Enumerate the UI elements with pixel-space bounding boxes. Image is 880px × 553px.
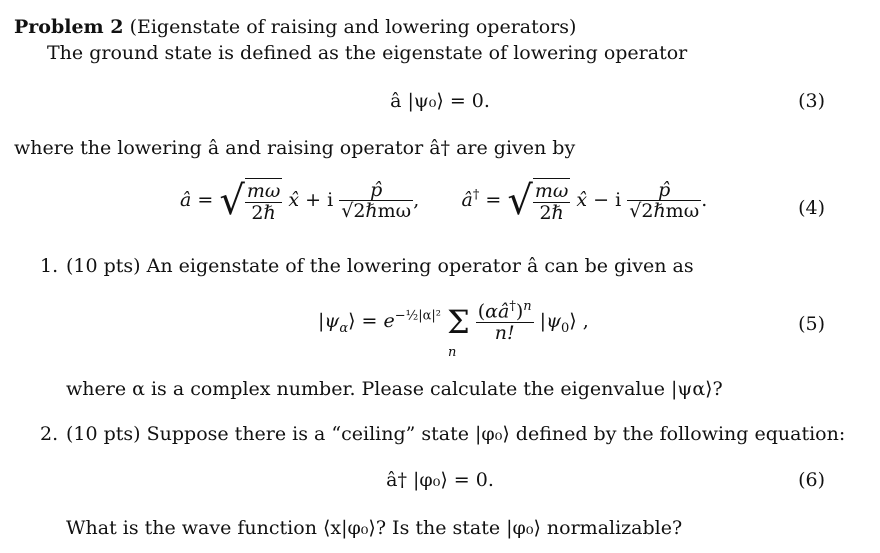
item-1-followup: where α is a complex number. Please calculate the eigenvalue |ψα⟩? (66, 378, 723, 400)
intro-text: The ground state is defined as the eigenstate of lowering operator (47, 42, 688, 64)
item-2-text: (10 pts) Suppose there is a “ceiling” state |φ₀⟩ defined by the following equation: (66, 423, 846, 445)
equation-5-number: (5) (798, 313, 825, 335)
problem-heading-line (14, 16, 576, 38)
sum-index: n (448, 345, 457, 360)
equation-3: â |ψ₀⟩ = 0. (390, 90, 490, 112)
item-2-number: 2. (40, 423, 59, 445)
item-1-text: (10 pts) An eigenstate of the lowering operator â can be given as (66, 255, 694, 277)
item-1-number: 1. (40, 255, 59, 277)
equation-6-number: (6) (798, 469, 825, 491)
equation-6: â† |φ₀⟩ = 0. (386, 469, 494, 491)
equation-5: $|\psi_\alpha⟩ = e^{-\frac{1}{2}|\alpha|^2}$ Σ $\frac{(\alpha â^\dagger)^n}{n!}$ $|\psi_0⟩$ , (318, 299, 589, 345)
problem-heading: Problem 2 (14, 16, 124, 38)
equation-4-number: (4) (798, 197, 825, 219)
problem-subtitle: (Eigenstate of raising and lowering operators) (129, 16, 577, 38)
where-text: where the lowering â and raising operator â† are given by (14, 137, 576, 159)
item-2-followup: What is the wave function ⟨x|φ₀⟩? Is the state |φ₀⟩ normalizable? (66, 517, 683, 539)
equation-4: â = √ $\frac{m\omega}{\text{2ℏ}}$ x̂ + i $\frac{p̂}{\text{√2ℏmω}}$ , â† = √ $\frac{m\omega}{\text{2ℏ}}$ x̂ − i $\frac{p̂}{\text{√2ℏmω}}$ . (180, 177, 708, 224)
equation-3-number: (3) (798, 90, 825, 112)
